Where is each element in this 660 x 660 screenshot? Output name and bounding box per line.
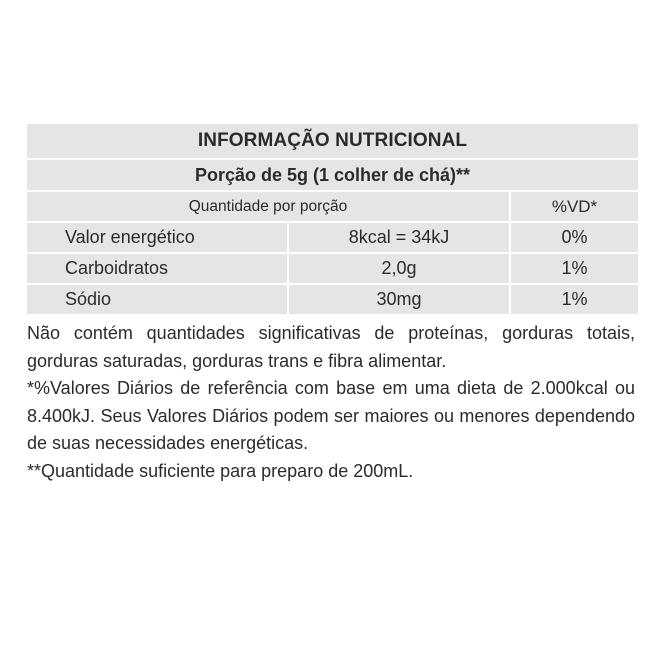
table-row xyxy=(26,253,639,284)
nutrient-amount: 2,0g xyxy=(288,253,510,284)
nutrient-name: Valor energético xyxy=(26,222,288,253)
table-row xyxy=(26,284,639,315)
nutrient-amount: 30mg xyxy=(288,284,510,315)
nutrient-name: Carboidratos xyxy=(26,253,288,284)
daily-values-note: *%Valores Diários de referência com base em uma dieta de 2.000kcal ou 8.400kJ. Seus Valores Diários podem ser maiores ou menores dependendo de suas necessidades energéticas. xyxy=(27,378,635,453)
portion-note: **Quantidade suficiente para preparo de 200mL. xyxy=(27,460,414,481)
nutrient-vd: 0% xyxy=(510,222,639,253)
portion-size: Porção de 5g (1 colher de chá)** xyxy=(26,159,639,191)
nutrient-vd: 1% xyxy=(510,284,639,315)
title-row xyxy=(26,123,639,159)
nutrition-label xyxy=(25,122,638,316)
not-significant-note: Não contém quantidades significativas de proteínas, gorduras totais, gorduras saturadas, gorduras trans e fibra alimentar. xyxy=(27,323,635,371)
nutrient-amount: 8kcal = 34kJ xyxy=(288,222,510,253)
nutrition-table xyxy=(25,122,640,316)
table-title: INFORMAÇÃO NUTRICIONAL xyxy=(26,123,639,159)
portion-row xyxy=(26,159,639,191)
nutrient-vd: 1% xyxy=(510,253,639,284)
quantity-header: Quantidade por porção xyxy=(26,191,510,222)
header-row xyxy=(26,191,639,222)
nutrient-name: Sódio xyxy=(26,284,288,315)
footnotes xyxy=(27,320,635,485)
table-row xyxy=(26,222,639,253)
vd-header: %VD* xyxy=(510,191,639,222)
